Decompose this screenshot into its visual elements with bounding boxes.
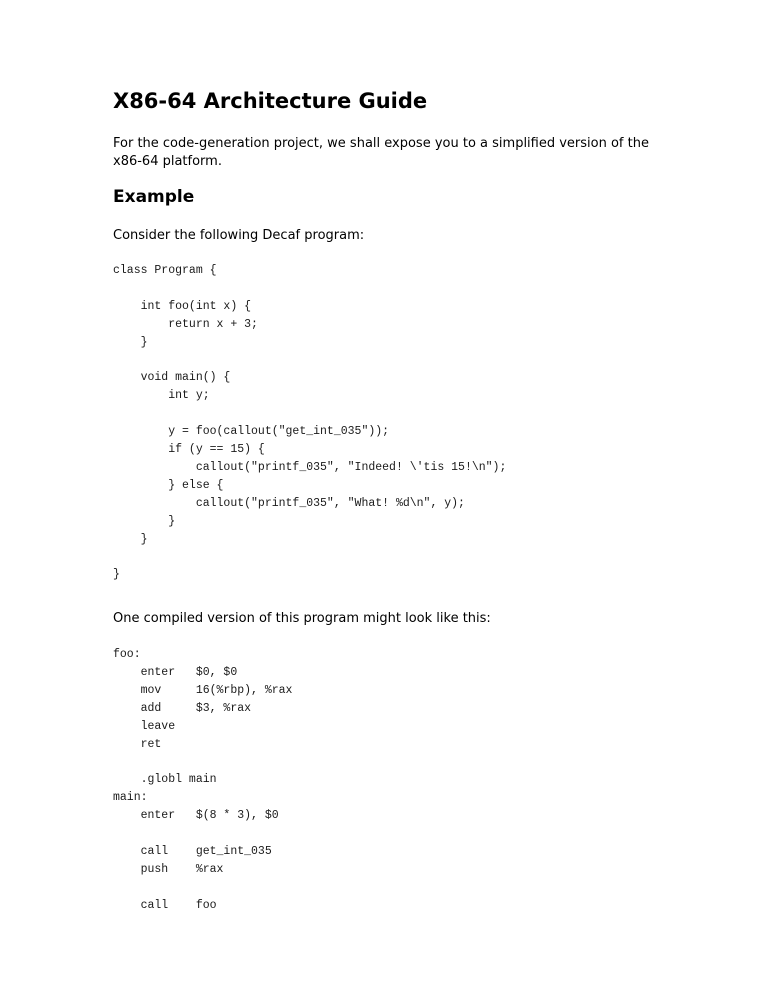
section-heading-example: Example [113, 187, 195, 207]
compiled-paragraph: One compiled version of this program might look like this: [113, 611, 491, 626]
page-title: X86-64 Architecture Guide [113, 89, 428, 113]
assembly-code-block: foo: enter $0, $0 mov 16(%rbp), %rax add $3, %rax leave ret .globl main main: enter $(8 * 3), $0 call get_int_035 push %rax call foo [113, 648, 293, 912]
intro-paragraph: For the code-generation project, we shall expose you to a simplified version of the x86-64 platform. [113, 136, 649, 169]
decaf-code-block: class Program { int foo(int x) { return x + 3; } void main() { int y; y = foo(callout("get_int_035")); if (y == 15) { callout("printf_035", "Indeed! \'tis 15!\n"); } else { callout("printf_035", "What! %d\n", y); } } } [113, 264, 507, 582]
consider-paragraph: Consider the following Decaf program: [113, 228, 365, 243]
